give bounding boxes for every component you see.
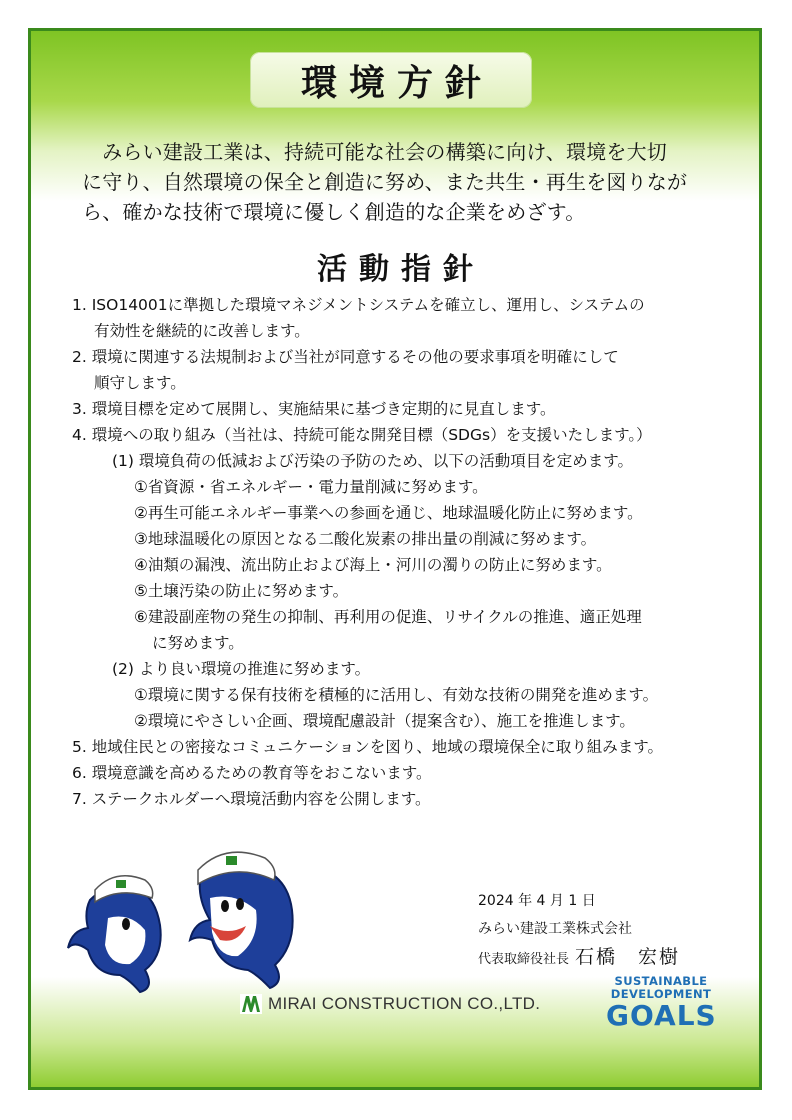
policy-item: 5. 地域住民との密接なコミュニケーションを図り、地域の環境保全に取り組みます。	[72, 738, 664, 756]
policy-item: に努めます。	[152, 634, 244, 652]
signature-block	[478, 887, 680, 974]
company-logo-mark-icon	[240, 994, 262, 1014]
dolphin-mascot-left	[68, 876, 161, 992]
policy-item: 2. 環境に関連する法規制および当社が同意するその他の要求事項を明確にして	[72, 348, 619, 366]
policy-item: 4. 環境への取り組み（当社は、持続可能な開発目標（SDGs）を支援いたします。）	[72, 426, 652, 444]
policy-item: 6. 環境意識を高めるための教育等をおこないます。	[72, 764, 432, 782]
policy-item: ①省資源・省エネルギー・電力量削減に努めます。	[134, 478, 488, 496]
policy-item: ⑤土壌汚染の防止に努めます。	[134, 582, 349, 600]
sdgs-line-3: GOALS	[606, 999, 717, 1032]
sdgs-line-1: SUSTAINABLE	[614, 974, 708, 988]
policy-item: (2) より良い環境の推進に努めます。	[112, 660, 371, 678]
title-box	[250, 52, 532, 108]
policy-item: 1. ISO14001に準拠した環境マネジメントシステムを確立し、運用し、システムの	[72, 296, 645, 314]
policy-item: 7. ステークホルダーへ環境活動内容を公開します。	[72, 790, 431, 808]
section-heading: 活動指針	[317, 252, 485, 287]
dolphin-mascots	[60, 840, 320, 1000]
issue-date: 2024 年 4 月 1 日	[478, 893, 596, 909]
page-title: 環境方針	[300, 62, 493, 104]
intro-line: に守り、自然環境の保全と創造に努め、また共生・再生を図りなが	[82, 170, 688, 194]
intro-line: ら、確かな技術で環境に優しく創造的な企業をめざす。	[82, 200, 586, 224]
representative-title: 代表取締役社長	[478, 952, 570, 967]
representative	[478, 943, 680, 974]
policy-item: ③地球温暖化の原因となる二酸化炭素の排出量の削減に努めます。	[134, 530, 597, 548]
policy-item: ①環境に関する保有技術を積極的に活用し、有効な技術の開発を進めます。	[134, 686, 659, 704]
policy-item: 3. 環境目標を定めて展開し、実施結果に基づき定期的に見直します。	[72, 400, 556, 418]
dolphin-mascot-right	[190, 852, 293, 988]
policy-item: (1) 環境負荷の低減および汚染の予防のため、以下の活動項目を定めます。	[112, 452, 634, 470]
company-logo	[240, 994, 540, 1014]
intro-line: みらい建設工業は、持続可能な社会の構築に向け、環境を大切	[82, 140, 667, 164]
company-name: みらい建設工業株式会社	[478, 921, 632, 937]
representative-name: 石橋 宏樹	[575, 946, 681, 968]
company-logo-text: MIRAI CONSTRUCTION CO.,LTD.	[268, 994, 541, 1013]
policy-list	[72, 292, 752, 812]
sdgs-logo	[606, 975, 716, 1031]
policy-item: 順守します。	[94, 374, 186, 392]
sdgs-line-2: DEVELOPMENT	[610, 987, 712, 1001]
policy-item: ②環境にやさしい企画、環境配慮設計（提案含む）、施工を推進します。	[134, 712, 635, 730]
policy-item: ②再生可能エネルギー事業への参画を通じ、地球温暖化防止に努めます。	[134, 504, 643, 522]
policy-item: 有効性を継続的に改善します。	[94, 322, 310, 340]
policy-item: ⑥建設副産物の発生の抑制、再利用の促進、リサイクルの推進、適正処理	[134, 608, 642, 626]
intro-paragraph	[82, 137, 722, 227]
policy-item: ④油類の漏洩、流出防止および海上・河川の濁りの防止に努めます。	[134, 556, 612, 574]
